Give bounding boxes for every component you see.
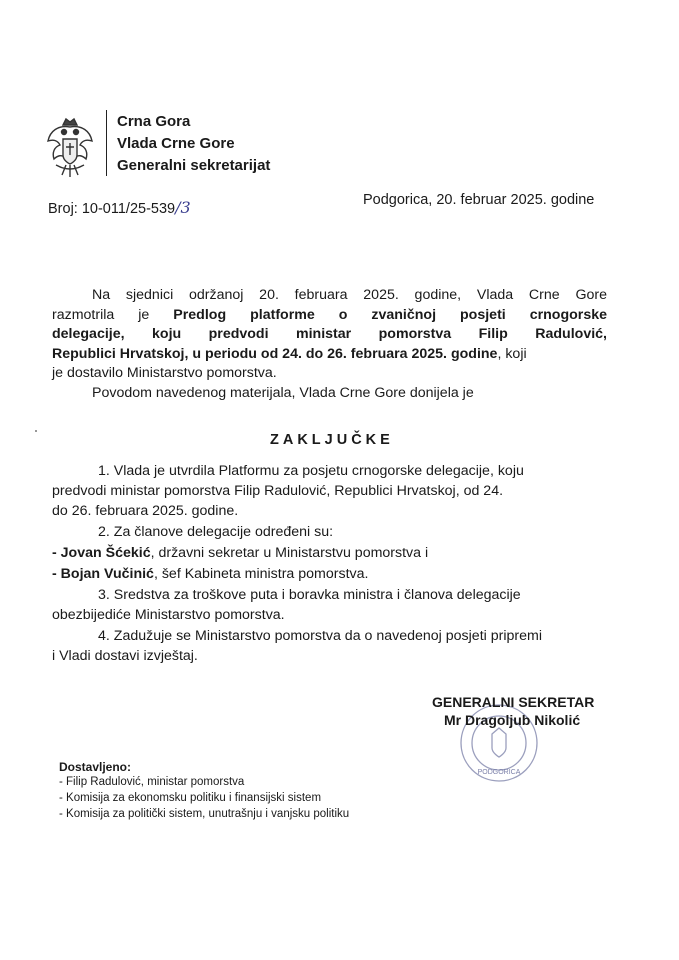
document-number-handwritten: /3 [175, 198, 191, 217]
member-1-role: , državni sekretar u Ministarstvu pomorstva i [150, 545, 429, 561]
document-date: Podgorica, 20. februar 2025. godine [363, 192, 595, 208]
conclusion-2: 2. Za članove delegacije određeni su: [98, 524, 334, 540]
header-secretariat: Generalni sekretarijat [117, 157, 271, 174]
signatory-name: Mr Dragoljub Nikolić [444, 712, 581, 728]
margin-mark [35, 430, 37, 432]
intro-paragraph [52, 286, 607, 403]
delegation-member-2 [52, 566, 368, 582]
intro-line-2 [52, 306, 607, 326]
member-1-name: - Jovan Šćekić [52, 545, 151, 561]
distribution-item: - Filip Radulović, ministar pomorstva [59, 776, 245, 788]
conclusion-1-line-3: do 26. februara 2025. godine. [52, 503, 239, 519]
distribution-heading: Dostavljeno: [59, 760, 132, 774]
document-number-label: Broj: 10-011/25-539 [48, 201, 176, 217]
distribution-item: - Komisija za ekonomsku politiku i finansijski sistem [59, 792, 322, 804]
intro-line-2-a: razmotrila je [52, 306, 174, 323]
intro-line-6: Povodom navedenog materijala, Vlada Crne Gore donijela je [92, 384, 474, 401]
intro-line-3: delegacije, koju predvodi ministar pomorstva Filip Radulović, [52, 326, 607, 342]
member-2-name: - Bojan Vučinić [52, 566, 154, 582]
conclusion-1-line-2: predvodi ministar pomorstva Filip Radulović, Republici Hrvatskoj, od 24. [52, 483, 504, 499]
header-divider [106, 110, 107, 176]
conclusion-1-line-1: 1. Vlada je utvrdila Platformu za posjetu crnogorske delegacije, koju [98, 463, 524, 479]
distribution-item: - Komisija za politički sistem, unutrašnju i vanjsku politiku [59, 808, 350, 820]
delegation-member-1 [52, 545, 428, 561]
coat-of-arms-icon [44, 115, 96, 181]
intro-line-1: Na sjednici održanoj 20. februara 2025. godine, Vlada Crne Gore [92, 287, 607, 303]
conclusion-4-line-2: i Vladi dostavi izvještaj. [52, 648, 198, 664]
member-2-role: , šef Kabineta ministra pomorstva. [153, 566, 369, 582]
stamp-text: PODGORICA [477, 769, 521, 776]
header-government: Vlada Crne Gore [117, 135, 235, 152]
header-country: Crna Gora [117, 113, 191, 130]
conclusion-4-line-1: 4. Zadužuje se Ministarstvo pomorstva da o navedenoj posjeti pripremi [98, 628, 542, 644]
intro-line-4 [52, 345, 607, 365]
document-number [48, 198, 191, 217]
conclusion-3-line-2: obezbijediće Ministarstvo pomorstva. [52, 607, 285, 623]
signatory-title: GENERALNI SEKRETAR [432, 694, 595, 710]
intro-line-4-b: Republici Hrvatskoj, u periodu od 24. do 26. februara 2025. godine [52, 345, 498, 362]
conclusion-3-line-1: 3. Sredstva za troškove puta i boravka ministra i članova delegacije [98, 587, 521, 603]
intro-line-4-a: , koji [497, 345, 527, 362]
decision-title: ZAKLJUČKE [270, 432, 394, 448]
intro-line-5: je dostavilo Ministarstvo pomorstva. [52, 365, 277, 381]
intro-line-2-b: Predlog platforme o zvaničnoj posjeti crnogorske [173, 306, 607, 323]
